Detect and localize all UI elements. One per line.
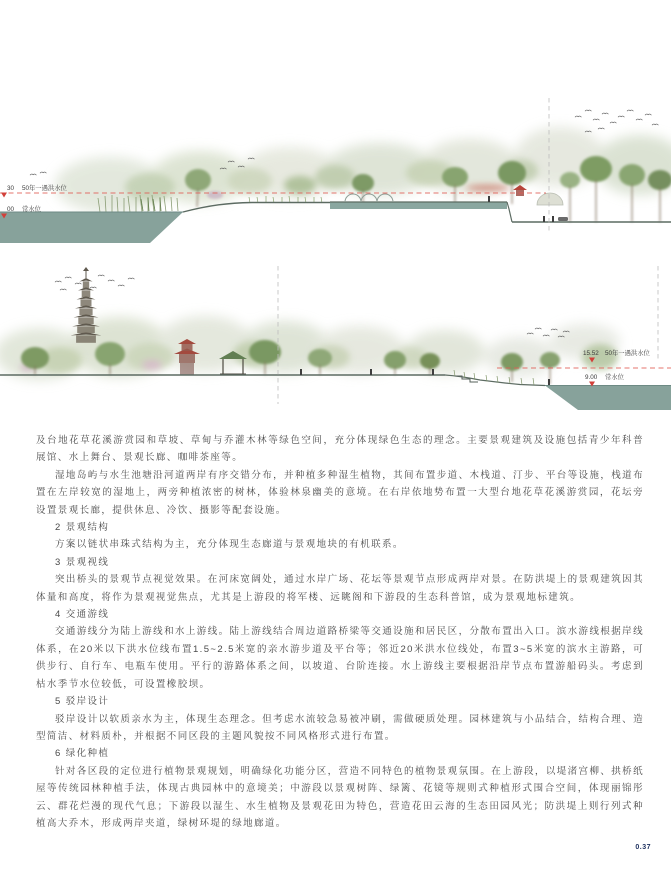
lower-cross-section-illustration xyxy=(0,262,671,437)
page-number: 0.37 xyxy=(635,844,651,851)
section-heading: 6 绿化种植 xyxy=(55,748,110,760)
flood-elevation-value: 15.52 xyxy=(583,350,599,357)
section-heading: 5 驳岸设计 xyxy=(55,696,110,708)
upper-cross-section-illustration xyxy=(0,85,671,250)
body-paragraph: 驳岸设计以软质亲水为主，体现生态理念。但考虑水流较急易被冲刷，需做硬质处理。园林建筑与小品结合，结构合理、造型简洁、材料质朴，并根据不同区段的主题风貌按不同风格形式进行布置。 xyxy=(36,713,644,742)
water-level-marker-icon xyxy=(1,193,7,198)
dome-structure-icon xyxy=(537,193,563,205)
flood-elevation-value: 30 xyxy=(7,185,15,192)
normal-level-label: 常水位 xyxy=(22,206,41,213)
flood-level-label: 50年一遇洪水位 xyxy=(22,185,67,192)
normal-elevation-value: 00 xyxy=(7,206,15,213)
flood-level-label: 50年一遇洪水位 xyxy=(605,350,650,357)
car-icon xyxy=(558,217,568,221)
body-paragraph: 交通游线分为陆上游线和水上游线。陆上游线结合周边道路桥梁等交通设施和居民区，分散布置出入口。滨水游线根据岸线体系，在20米以下洪水位线布置1.5~2.5米宽的亲水游步道及平台等；邻近20米洪水位线处，布置3~5米宽的滨水主游路，可供步行、自行车、电瓶车使用。平行的游路体系之间，以坡道、台阶连接。水上游线主要根据沿岸节点布置游船码头。考虑到枯水季节水位较低，可设置橡胶坝。 xyxy=(36,626,644,690)
ground-line xyxy=(183,202,671,222)
body-text xyxy=(36,432,644,832)
body-paragraph: 突出桥头的景观节点视觉效果。在河床宽阔处，通过水岸广场、花坛等景观节点形成两岸对景。在防洪堤上的景观建筑因其体量和高度，将作为景观视觉焦点，尤其是上游段的将军楼、远眺阁和下游段的生态科普馆，成为景观地标建筑。 xyxy=(36,574,644,603)
river-water-body xyxy=(0,212,183,243)
small-red-pavilion-icon xyxy=(513,185,527,196)
normal-elevation-value: 9.00 xyxy=(585,374,598,381)
ground-line xyxy=(0,375,545,386)
body-paragraph: 湿地岛屿与水生池塘沿河道两岸有序交错分布，并种植多种湿生植物，其间布置步道、木栈道、汀步、平台等设施，栈道布置在左岸较宽的湿地上，两旁种植浓密的树林，体验林泉幽美的意境。在右岸依地势布置一大型台地花草花溪游赏园，花坛旁设置景观长廊，提供休息、冷饮、摄影等配套设施。 xyxy=(36,469,644,516)
terrace-water-channel xyxy=(330,202,507,209)
body-paragraph: 针对各区段的定位进行植物景观规划，明确绿化功能分区，营造不同特色的植物景观氛围。在上游段，以堤渚宫柳、拱桥纸屋等传统园林种植手法，体现古典园林中的意境美；中游段以景观树阵、绿篱、花镜等规则式种植形式围合空间，体现丽锦彤云、群花烂漫的现代气息；下游段以湿生、水生植物及景观花田为特色，营造花田云海的生态田园风光；防洪堤上则行列式种植高大乔木，形成两岸夹道，绿树环堤的绿地廊道。 xyxy=(36,765,644,829)
river-water-body xyxy=(545,386,671,411)
normal-level-label: 常水位 xyxy=(605,374,624,381)
bridge-arches-icon xyxy=(345,194,393,202)
body-paragraph: 及台地花草花溪游赏园和草坡、草甸与乔灌木林等绿色空间，充分体现绿色生态的理念。主要景观建筑及设施包括青少年科普展馆、水上舞台、景观长廊、咖啡茶座等。 xyxy=(36,435,644,464)
body-paragraph: 方案以链状串珠式结构为主，充分体现生态廊道与景观地块的有机联系。 xyxy=(55,539,404,551)
section-heading: 3 景观视线 xyxy=(55,556,110,568)
section-heading: 4 交通游线 xyxy=(55,609,110,621)
section-heading: 2 景观结构 xyxy=(55,522,110,534)
